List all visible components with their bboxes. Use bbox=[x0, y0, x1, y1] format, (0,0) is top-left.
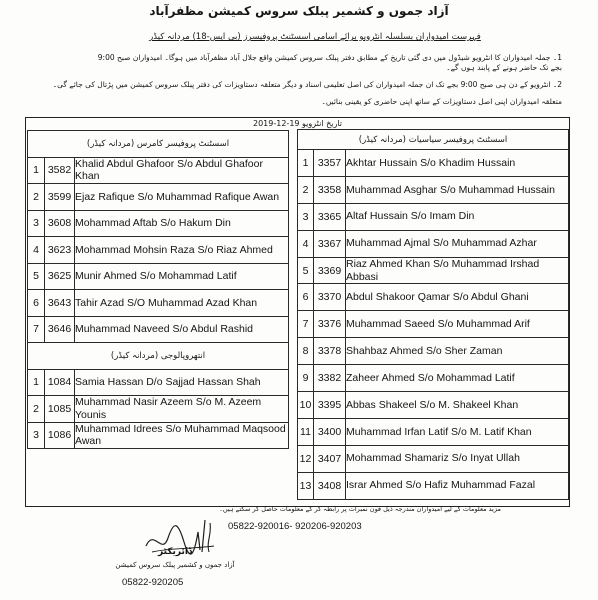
roll-number: 3357 bbox=[314, 150, 346, 177]
serial-number: 6 bbox=[28, 290, 45, 317]
serial-number: 8 bbox=[298, 338, 314, 365]
roll-number: 3382 bbox=[314, 365, 346, 392]
roll-number: 3400 bbox=[314, 418, 346, 445]
table-row bbox=[298, 176, 569, 203]
instruction-2: 2۔ انٹرویو کے دن ہی صبح 9:00 بجے تک ان جملہ امیدواران کی اصل تعلیمی اسناد و دیگر متعلقہ دستاویزات کی دفتر پبلک سروس کمیشن میں پڑتال کی جائے گی۔ bbox=[52, 80, 562, 89]
contact-note: مزید معلومات کے لیے امیدواران مندرجہ ذیل فون نمبرات پر رابطہ کر کے معلومات حاصل کر سکتے ہیں۔ bbox=[219, 505, 501, 513]
table-row bbox=[28, 210, 289, 237]
candidate-name: Muhammad Nasir Azeem S/o M. Azeem Younis bbox=[75, 396, 289, 423]
serial-number: 2 bbox=[28, 396, 45, 423]
table-row bbox=[298, 150, 569, 177]
roll-number: 3643 bbox=[45, 290, 75, 317]
signatory-organization: آزاد جموں و کشمیر پبلک سروس کمیشن bbox=[115, 561, 235, 569]
table-row bbox=[298, 365, 569, 392]
signatory-phone: 05822-920205 bbox=[122, 577, 184, 588]
table-row bbox=[28, 184, 289, 211]
candidate-name: Altaf Hussain S/o Imam Din bbox=[346, 203, 569, 230]
serial-number: 4 bbox=[298, 230, 314, 257]
candidate-name: Muhammad Naveed S/o Abdul Rashid bbox=[75, 316, 289, 343]
table-row bbox=[28, 290, 289, 317]
roll-number: 3395 bbox=[314, 392, 346, 419]
roll-number: 3408 bbox=[314, 472, 346, 499]
candidate-name: Tahir Azad S/O Muhammad Azad Khan bbox=[75, 290, 289, 317]
candidate-name: Muhammad Idrees S/o Muhammad Maqsood Awan bbox=[75, 422, 289, 449]
table-row bbox=[28, 263, 289, 290]
table-row bbox=[298, 311, 569, 338]
table-row bbox=[298, 445, 569, 472]
roll-number: 3367 bbox=[314, 230, 346, 257]
serial-number: 3 bbox=[28, 422, 45, 449]
candidate-name: Israr Ahmed S/o Hafiz Muhammad Fazal bbox=[346, 472, 569, 499]
roll-number: 3370 bbox=[314, 284, 346, 311]
table-row bbox=[298, 392, 569, 419]
candidate-name: Munir Ahmed S/o Mohammad Latif bbox=[75, 263, 289, 290]
roll-number: 3608 bbox=[45, 210, 75, 237]
candidate-name: Shahbaz Ahmed S/o Sher Zaman bbox=[346, 338, 569, 365]
candidate-name: Muhammad Asghar S/o Muhammad Hussain bbox=[346, 176, 569, 203]
serial-number: 6 bbox=[298, 284, 314, 311]
serial-number: 7 bbox=[298, 311, 314, 338]
table-row bbox=[28, 157, 289, 184]
candidate-name: Muhammad Saeed S/o Muhammad Arif bbox=[346, 311, 569, 338]
table-row bbox=[298, 257, 569, 284]
candidate-name: Muhammad Irfan Latif S/o M. Latif Khan bbox=[346, 418, 569, 445]
roll-number: 3365 bbox=[314, 203, 346, 230]
table-row bbox=[298, 472, 569, 499]
table-heading-row bbox=[298, 130, 569, 150]
serial-number: 2 bbox=[298, 176, 314, 203]
roll-number: 3358 bbox=[314, 176, 346, 203]
instruction-3: متعلقہ امیدواران اپنی اصل دستاویزات کے ساتھ اپنی حاضری کو یقینی بنائیں۔ bbox=[321, 97, 562, 106]
page-title: آزاد جموں و کشمیر پبلک سروس کمیشن مظفرآباد bbox=[149, 4, 449, 18]
table-row bbox=[28, 237, 289, 264]
section-heading: اسسٹنٹ پروفیسر سیاسیات (مردانہ کیڈر) bbox=[298, 130, 569, 150]
serial-number: 11 bbox=[298, 418, 314, 445]
instruction-1: 1۔ جملہ امیدواران کا انٹرویو شیڈول میں دی گئی تاریخ کے مطابق دفتر پبلک سروس کمیشن واقع جلال آباد مظفرآباد میں ہوگا۔ امیدواران صبح 9:00 بجے تک حاضر ہونے کے پابند ہوں گے۔ bbox=[97, 53, 562, 72]
table-row bbox=[298, 230, 569, 257]
table-row bbox=[298, 418, 569, 445]
serial-number: 9 bbox=[298, 365, 314, 392]
roll-number: 3625 bbox=[45, 263, 75, 290]
roll-number: 3378 bbox=[314, 338, 346, 365]
section-subheading: انتھروپالوجی (مردانہ کیڈر) bbox=[28, 343, 289, 370]
roll-number: 1085 bbox=[45, 396, 75, 423]
serial-number: 10 bbox=[298, 392, 314, 419]
roll-number: 3582 bbox=[45, 157, 75, 184]
candidate-name: Zaheer Ahmed S/o Mohammad Latif bbox=[346, 365, 569, 392]
table-row bbox=[28, 422, 289, 449]
table-heading-row bbox=[28, 343, 289, 370]
roll-number: 3646 bbox=[45, 316, 75, 343]
candidate-name: Abbas Shakeel S/o M. Shakeel Khan bbox=[346, 392, 569, 419]
roll-number: 3369 bbox=[314, 257, 346, 284]
serial-number: 1 bbox=[298, 150, 314, 177]
candidate-name: Mohammad Shamariz S/o Inyat Ullah bbox=[346, 445, 569, 472]
serial-number: 2 bbox=[28, 184, 45, 211]
table-row bbox=[28, 396, 289, 423]
candidate-name: Mohammad Aftab S/o Hakum Din bbox=[75, 210, 289, 237]
roll-number: 1086 bbox=[45, 422, 75, 449]
roll-number: 1084 bbox=[45, 369, 75, 396]
candidate-name: Muhammad Ajmal S/o Muhammad Azhar bbox=[346, 230, 569, 257]
serial-number: 3 bbox=[28, 210, 45, 237]
table-row bbox=[298, 203, 569, 230]
table-row bbox=[28, 369, 289, 396]
serial-number: 3 bbox=[298, 203, 314, 230]
serial-number: 5 bbox=[28, 263, 45, 290]
candidate-name: Ejaz Rafique S/o Muhammad Rafique Awan bbox=[75, 184, 289, 211]
section-heading: اسسٹنٹ پروفیسر کامرس (مردانہ کیڈر) bbox=[28, 131, 289, 158]
roll-number: 3376 bbox=[314, 311, 346, 338]
candidate-name: Abdul Shakoor Qamar S/o Abdul Ghani bbox=[346, 284, 569, 311]
commerce-candidates-table bbox=[27, 130, 289, 449]
candidate-name: Samia Hassan D/o Sajjad Hassan Shah bbox=[75, 369, 289, 396]
roll-number: 3599 bbox=[45, 184, 75, 211]
roll-number: 3407 bbox=[314, 445, 346, 472]
table-row bbox=[298, 284, 569, 311]
candidate-name: Mohammad Mohsin Raza S/o Riaz Ahmed bbox=[75, 237, 289, 264]
page-subtitle: فہرست امیدواران بسلسلہ انٹرویو برائے اسامی اسسٹنٹ پروفیسرز (بی ایس-18) مردانہ کیڈر bbox=[149, 32, 481, 42]
table-row bbox=[298, 338, 569, 365]
serial-number: 4 bbox=[28, 237, 45, 264]
serial-number: 13 bbox=[298, 472, 314, 499]
political-science-candidates-table bbox=[297, 129, 569, 500]
roll-number: 3623 bbox=[45, 237, 75, 264]
serial-number: 5 bbox=[298, 257, 314, 284]
serial-number: 7 bbox=[28, 316, 45, 343]
table-row bbox=[28, 316, 289, 343]
candidate-name: Akhtar Hussain S/o Khadim Hussain bbox=[346, 150, 569, 177]
serial-number: 1 bbox=[28, 157, 45, 184]
candidate-name: Khalid Abdul Ghafoor S/o Abdul Ghafoor Khan bbox=[75, 157, 289, 184]
serial-number: 12 bbox=[298, 445, 314, 472]
serial-number: 1 bbox=[28, 369, 45, 396]
table-heading-row bbox=[28, 131, 289, 158]
interview-date: تاریخ انٹرویو 19-12-2019 bbox=[252, 119, 343, 128]
candidate-name: Riaz Ahmed Khan S/o Muhammad Irshad Abbasi bbox=[346, 257, 569, 284]
signatory-title: ڈائریکٹر bbox=[158, 547, 192, 557]
contact-phones: 05822-920016- 920206-920203 bbox=[228, 521, 362, 532]
